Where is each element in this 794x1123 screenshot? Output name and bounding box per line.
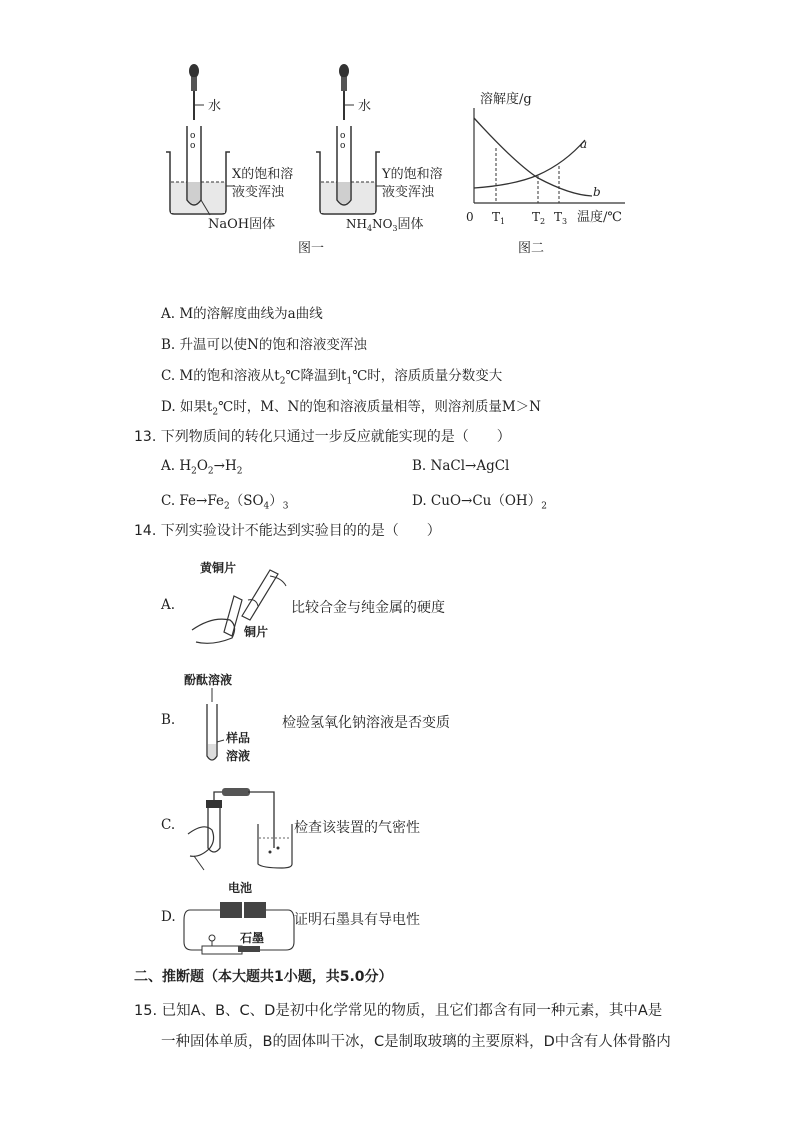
test-tube-right	[337, 126, 351, 205]
label-x-line1: X的饱和溶	[232, 167, 294, 182]
q15-line-2: 一种固体单质，B的固体叫干冰，C是制取玻璃的主要原料，D中含有人体骨骼内	[161, 1034, 671, 1050]
sample-label: 样品	[226, 731, 251, 745]
naoh-solid-label: NaOH固体	[208, 217, 276, 232]
x-axis-label: 温度/℃	[577, 210, 622, 225]
phenolphthalein-label: 酚酞溶液	[184, 673, 233, 687]
section-2-heading: 二、推断题（本大题共1小题，共5.0分）	[134, 969, 393, 985]
q14-option-d-letter[interactable]: D.	[161, 909, 176, 925]
q14-stem: 14. 下列实验设计不能达到实验目的的是（ ）	[134, 523, 441, 539]
tick-t2: $T_2$	[532, 210, 546, 226]
dropper-right	[339, 64, 349, 120]
q12-option-a[interactable]: A. M的溶解度曲线为a曲线	[161, 306, 323, 322]
q14-option-c-letter[interactable]: C.	[161, 817, 176, 833]
figure-1-diagram	[160, 60, 460, 260]
svg-text:o: o	[340, 131, 346, 141]
water-label-right: 水	[358, 99, 372, 114]
q14-option-b-letter[interactable]: B.	[161, 712, 176, 728]
label-x-line2: 液变浑浊	[232, 185, 285, 200]
dropper-left	[189, 64, 199, 120]
y-axis-label: 溶解度/g	[480, 92, 532, 107]
q12-option-c[interactable]	[161, 364, 502, 387]
q12-c-part: ℃时，溶质质量分数变大	[352, 368, 503, 384]
nh4no3-solid-label: $NH_4NO_3$固体	[346, 217, 424, 233]
copper-label: 铜片	[244, 625, 269, 639]
phenolphthalein-test-figure	[184, 672, 274, 772]
q13-stem: 13. 下列物质间的转化只通过一步反应就能实现的是（ ）	[134, 429, 511, 445]
q12-c-sub: 1	[346, 376, 353, 387]
q14-option-b-text: 检验氢氧化钠溶液是否变质	[282, 715, 450, 731]
curve-b	[474, 118, 592, 196]
svg-text:o: o	[340, 141, 346, 151]
graphite-circuit-figure	[182, 880, 297, 960]
brass-copper-figure	[182, 556, 292, 656]
q12-d-part: D. 如果t	[161, 399, 213, 415]
curve-b-label: b	[593, 185, 601, 199]
battery-label: 电池	[228, 881, 253, 895]
q12-option-d[interactable]	[161, 395, 541, 418]
test-tube-left	[187, 126, 201, 205]
svg-text:o: o	[190, 141, 196, 151]
q13-option-d[interactable]: D. $CuO\to Cu(OH)_2$	[412, 493, 547, 512]
airtightness-figure	[182, 778, 297, 873]
q14-option-a-letter[interactable]: A.	[161, 597, 176, 613]
q14-option-c-text: 检查该装置的气密性	[294, 820, 420, 836]
svg-text:o: o	[190, 131, 196, 141]
q12-option-b[interactable]: B. 升温可以使N的饱和溶液变浑浊	[161, 337, 367, 353]
figure-1-caption: 图一	[298, 241, 325, 256]
solution-label: 溶液	[226, 749, 251, 763]
figure-2-solubility-chart	[460, 88, 640, 258]
q12-c-part: ℃降温到t	[285, 368, 347, 384]
water-label-left: 水	[208, 99, 222, 114]
graphite-label: 石墨	[240, 931, 265, 945]
origin-label: 0	[466, 210, 474, 224]
q12-d-part: ℃时，M、N的饱和溶液质量相等，则溶剂质量M＞N	[218, 399, 541, 415]
q13-option-c[interactable]: C. $Fe\to Fe_2(SO_4)_3$	[161, 493, 289, 512]
tick-t1: $T_1$	[492, 210, 506, 226]
q13-option-a[interactable]: A. $H_2O_2\to H_2$	[161, 458, 243, 477]
curve-a-label: a	[580, 137, 588, 151]
label-y-line2: 液变浑浊	[382, 185, 435, 200]
figure-2-caption: 图二	[518, 241, 545, 256]
q14-option-d-text: 证明石墨具有导电性	[294, 912, 420, 928]
q15-line-1: 15. 已知A、B、C、D是初中化学常见的物质，且它们都含有同一种元素，其中A是	[134, 1003, 663, 1019]
curve-a	[474, 140, 585, 188]
brass-label: 黄铜片	[200, 561, 237, 575]
q12-d-sub: 2	[212, 407, 219, 418]
q13-option-b[interactable]: B. NaCl→AgCl	[412, 458, 510, 474]
q12-c-sub: 2	[279, 376, 286, 387]
tick-t3: $T_3$	[554, 210, 568, 226]
q12-c-part: C. M的饱和溶液从t	[161, 368, 280, 384]
q14-option-a-text: 比较合金与纯金属的硬度	[291, 600, 445, 616]
label-y-line1: Y的饱和溶	[382, 167, 443, 182]
